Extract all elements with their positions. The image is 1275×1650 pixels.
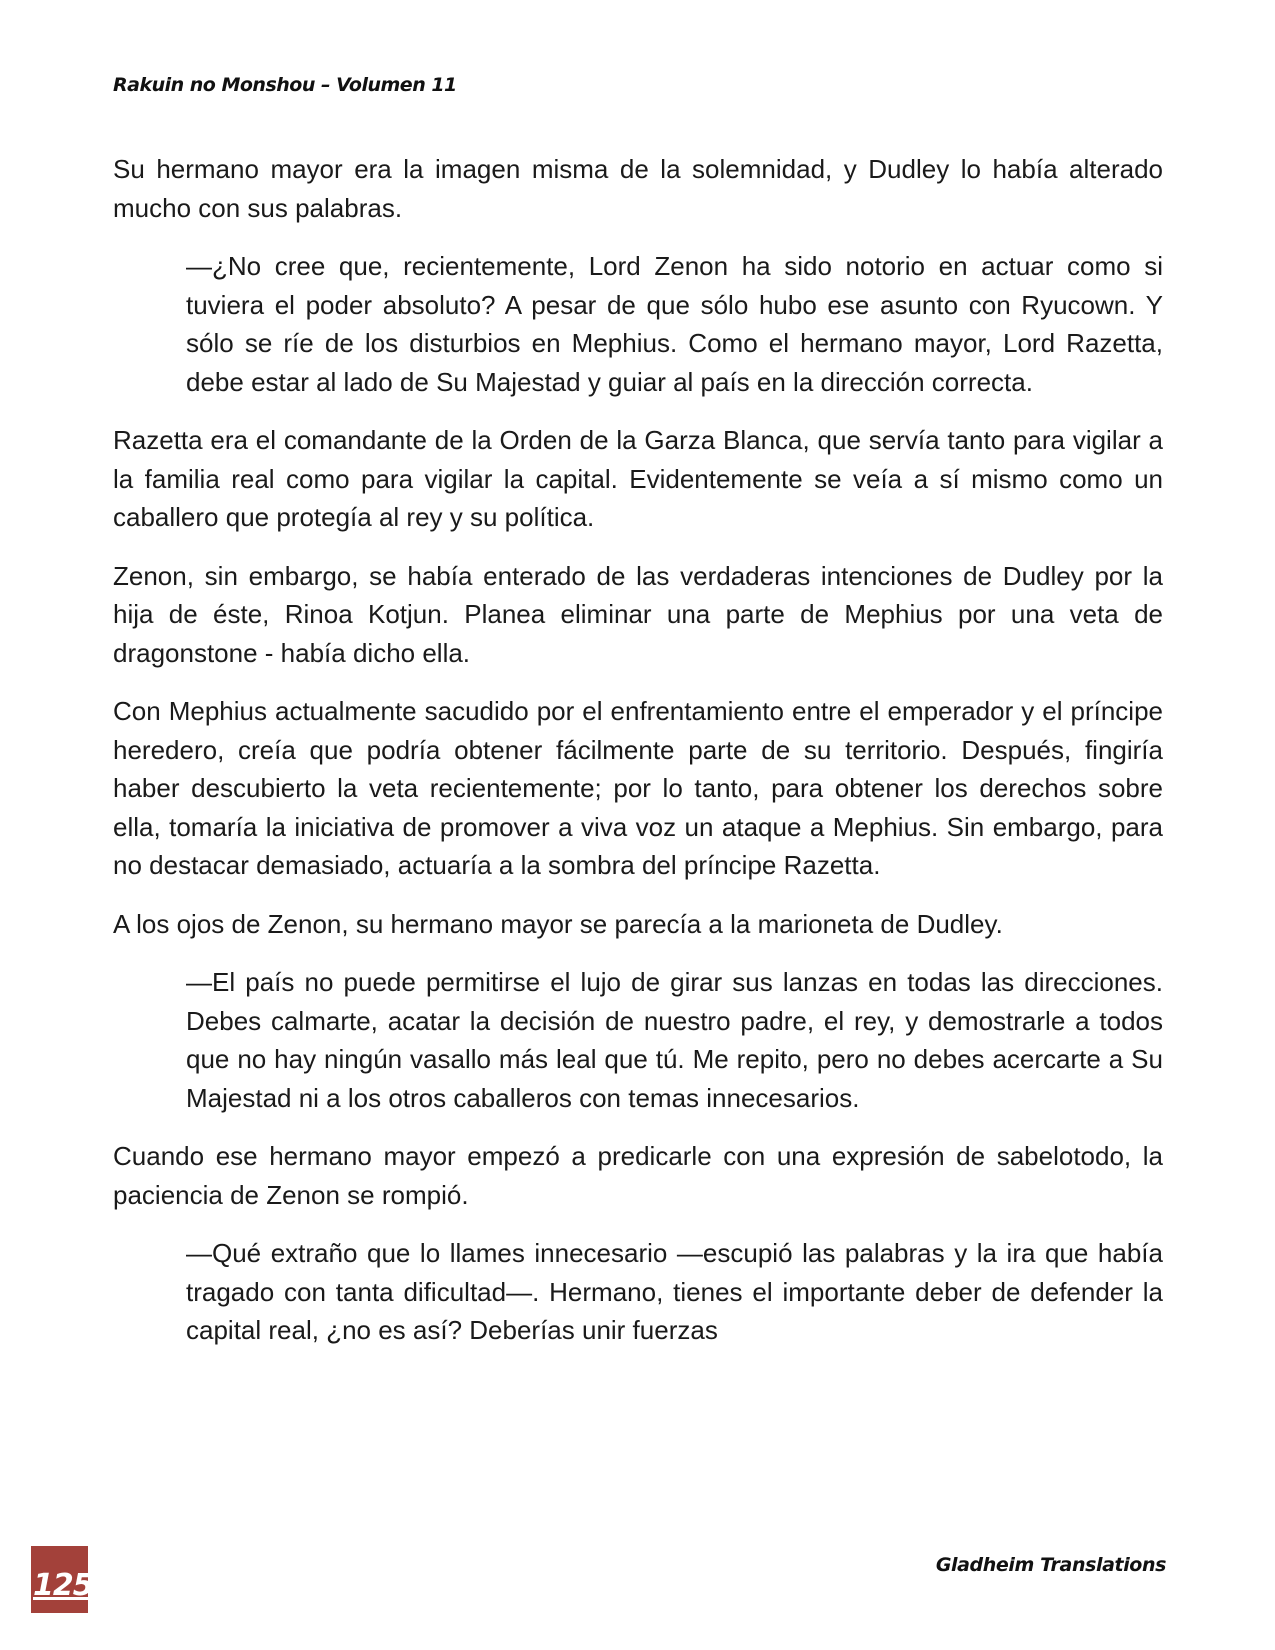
dialogue-paragraph: —¿No cree que, recientemente, Lord Zenon ha sido notorio en actuar como si tuviera el poder absoluto? A pesar de que sólo hubo ese asunto con Ryucown. Y sólo se ríe de los disturbios en Mephius. Como el hermano mayor, Lord Razetta, debe estar al lado de Su Majestad y guiar al país en la dirección correcta. (186, 251, 1163, 397)
body-text (113, 150, 1163, 1350)
paragraph: A los ojos de Zenon, su hermano mayor se parecía a la marioneta de Dudley. (113, 908, 1003, 939)
dialogue-paragraph: —Qué extraño que lo llames innecesario —escupió las palabras y la ira que había tragado con tanta dificultad—. Hermano, tienes el importante deber de defender la capital real, ¿no es así? Deberías unir fuerzas (186, 1238, 1163, 1345)
paragraph: Con Mephius actualmente sacudido por el enfrentamiento entre el emperador y el príncipe heredero, creía que podría obtener fácilmente parte de su territorio. Después, fingiría haber descubierto la veta recientemente; por lo tanto, para obtener los derechos sobre ella, tomaría la iniciativa de promover a viva voz un ataque a Mephius. Sin embargo, para no destacar demasiado, actuaría a la sombra del príncipe Razetta. (113, 696, 1163, 880)
dialogue-paragraph: —El país no puede permitirse el lujo de girar sus lanzas en todas las direcciones. Debes calmarte, acatar la decisión de nuestro padre, el rey, y demostrarle a todos que no hay ningún vasallo más leal que tú. Me repito, pero no debes acercarte a Su Majestad ni a los otros caballeros con temas innecesarios. (186, 967, 1163, 1113)
paragraph: Cuando ese hermano mayor empezó a predicarle con una expresión de sabelotodo, la paciencia de Zenon se rompió. (113, 1141, 1163, 1210)
paragraph: Zenon, sin embargo, se había enterado de las verdaderas intenciones de Dudley por la hija de éste, Rinoa Kotjun. Planea eliminar una parte de Mephius por una veta de dragonstone - había dicho ella. (113, 560, 1163, 668)
footer-credit: Gladheim Translations (935, 1554, 1166, 1576)
paragraph: Razetta era el comandante de la Orden de la Garza Blanca, que servía tanto para vigilar a la familia real como para vigilar la capital. Evidentemente se veía a sí mismo como un caballero que protegía al rey y su política. (113, 425, 1163, 532)
page-number: 125 (33, 1568, 93, 1603)
running-header: Rakuin no Monshou – Volumen 11 (113, 74, 457, 96)
paragraph: Su hermano mayor era la imagen misma de la solemnidad, y Dudley lo había alterado mucho con sus palabras. (113, 154, 1163, 223)
